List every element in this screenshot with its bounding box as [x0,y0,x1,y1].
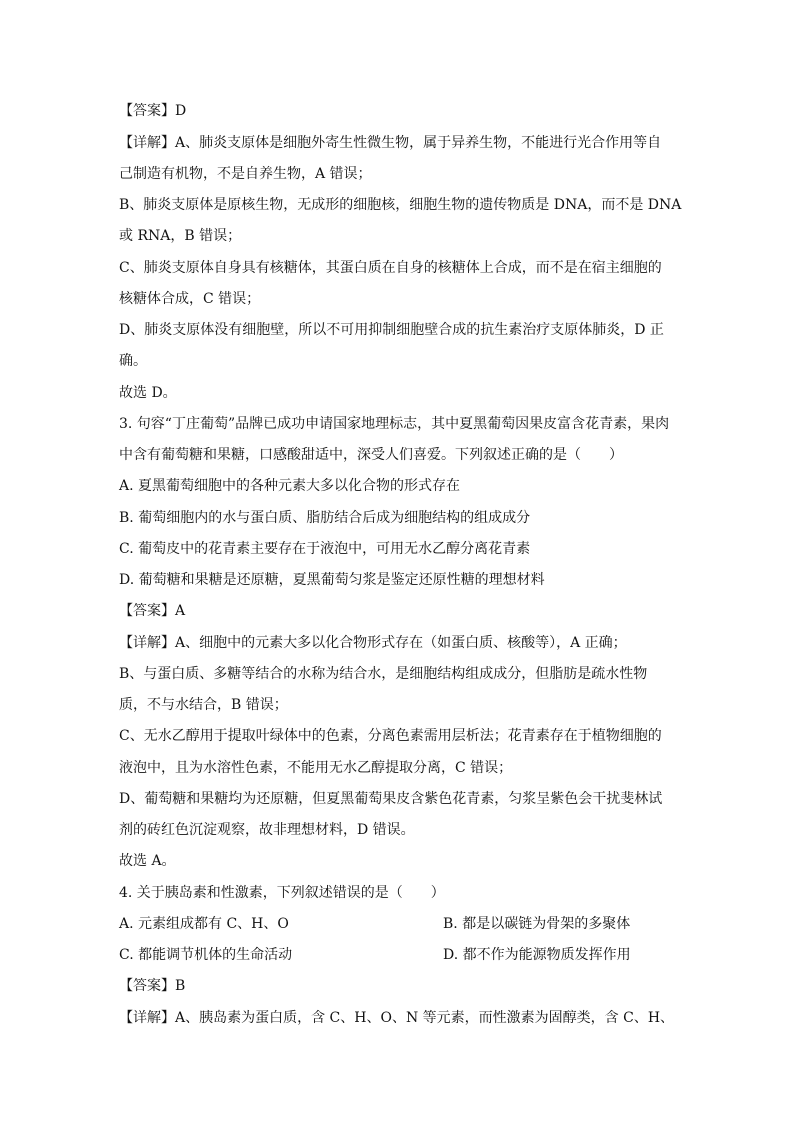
q2-analysis-line: 确。 [119,353,147,369]
q3-option-a: A. 夏黑葡萄细胞中的各种元素大多以化合物的形式存在 [119,478,461,494]
q4-option-a: A. 元素组成都有 C、H、O [119,916,289,932]
q3-stem-line: 中含有葡萄糖和果糖，口感酸甜适中，深受人们喜爱。下列叙述正确的是（ ） [119,447,623,463]
q2-analysis-line: C、肺炎支原体自身具有核糖体，其蛋白质在自身的核糖体上合成，而不是在宿主细胞的 [119,260,662,276]
q3-conclusion: 故选 A。 [119,853,176,869]
q2-analysis-line: 己制造有机物，不是自养生物，A 错误； [119,166,372,182]
q3-analysis-line: 液泡中，且为水溶性色素，不能用无水乙醇提取分离，C 错误； [119,760,513,776]
q2-analysis-line: D、肺炎支原体没有细胞壁，所以不可用抑制细胞壁合成的抗生素治疗支原体肺炎，D 正 [119,322,664,338]
q4-option-b: B. 都是以碳链为骨架的多聚体 [443,916,631,932]
q2-answer: 【答案】D [119,103,187,119]
q3-analysis-line: 质，不与水结合，B 错误； [119,697,288,713]
q3-answer: 【答案】A [119,603,186,619]
q3-option-b: B. 葡萄细胞内的水与蛋白质、脂肪结合后成为细胞结构的组成成分 [119,510,531,526]
q4-option-d: D. 都不作为能源物质发挥作用 [443,947,631,963]
q4-option-c: C. 都能调节机体的生命活动 [119,947,293,963]
q2-analysis-line: B、肺炎支原体是原核生物，无成形的细胞核，细胞生物的遗传物质是 DNA，而不是 DNA [119,197,682,213]
q3-analysis-line: C、无水乙醇用于提取叶绿体中的色素，分离色素需用层析法；花青素存在于植物细胞的 [119,728,662,744]
q4-analysis-line: 【详解】A、胰岛素为蛋白质，含 C、H、O、N 等元素，而性激素为固醇类，含 C、H、 [119,1010,675,1026]
q2-analysis-line: 【详解】A、肺炎支原体是细胞外寄生性微生物，属于异养生物，不能进行光合作用等自 [119,135,662,151]
q3-analysis-line: D、葡萄糖和果糖均为还原糖，但夏黑葡萄果皮含紫色花青素，匀浆呈紫色会干扰斐林试 [119,791,663,807]
q2-conclusion: 故选 D。 [119,385,177,401]
q3-analysis-line: 剂的砖红色沉淀观察，故非理想材料，D 错误。 [119,822,415,838]
q3-option-d: D. 葡萄糖和果糖是还原糖，夏黑葡萄匀浆是鉴定还原性糖的理想材料 [119,572,545,588]
q2-analysis-line: 或 RNA，B 错误； [119,228,242,244]
q4-stem: 4. 关于胰岛素和性激素，下列叙述错误的是（ ） [119,885,445,901]
q3-option-c: C. 葡萄皮中的花青素主要存在于液泡中，可用无水乙醇分离花青素 [119,541,531,557]
q4-answer: 【答案】B [119,978,186,994]
q3-analysis-line: 【详解】A、细胞中的元素大多以化合物形式存在（如蛋白质、核酸等），A 正确； [119,635,627,651]
q2-analysis-line: 核糖体合成，C 错误； [119,291,261,307]
q3-analysis-line: B、与蛋白质、多糖等结合的水称为结合水，是细胞结构组成成分，但脂肪是疏水性物 [119,666,648,682]
q3-stem-line: 3. 句容“丁庄葡萄”品牌已成功申请国家地理标志，其中夏黑葡萄因果皮富含花青素，果肉 [119,416,670,432]
